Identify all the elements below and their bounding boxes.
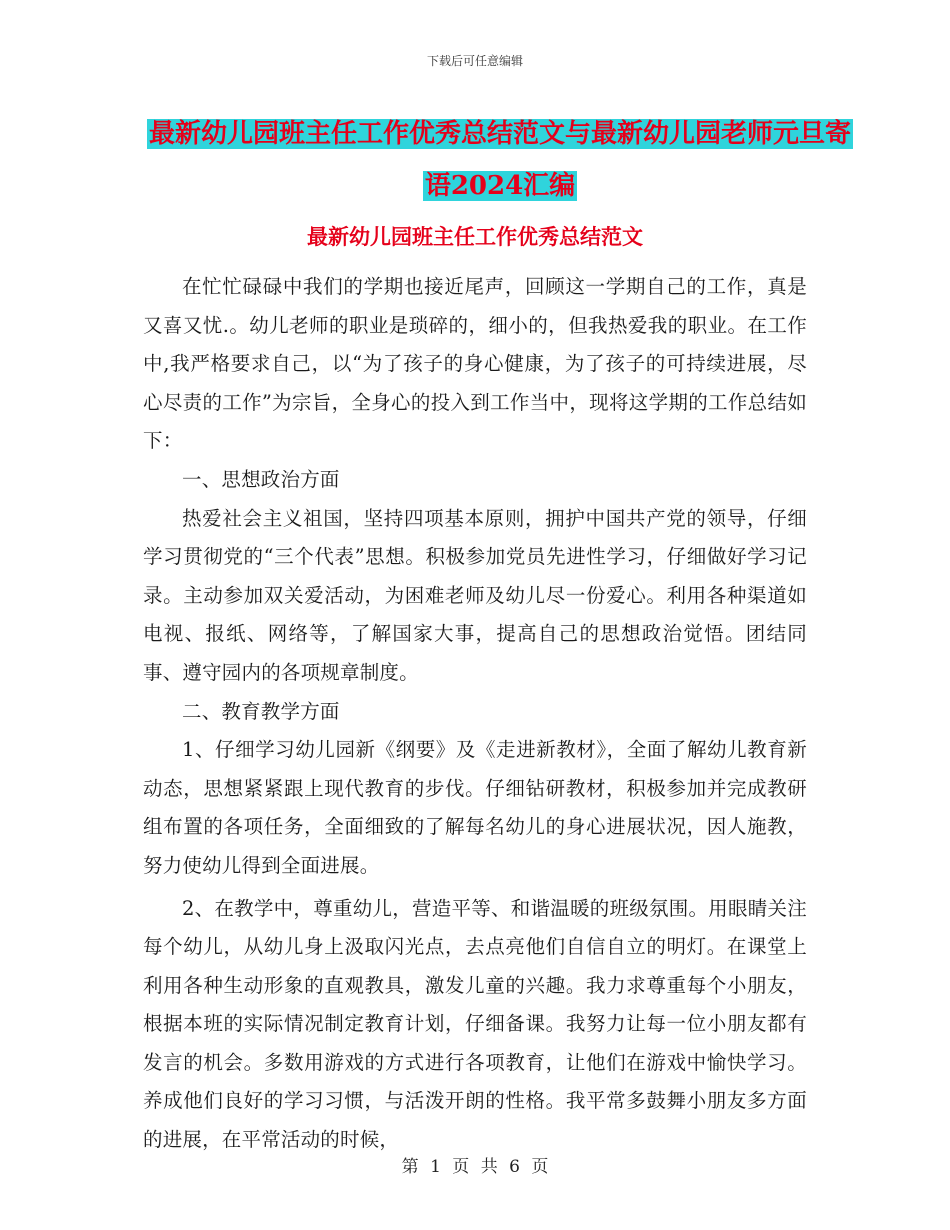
document-title (140, 108, 860, 212)
document-title-text: 最新幼儿园班主任工作优秀总结范文与最新幼儿园老师元旦寄语2024汇编 (148, 119, 851, 201)
paragraph-teaching-1: 1、仔细学习幼儿园新《纲要》及《走进新教材》，全面了解幼儿教育新动态，思想紧紧跟上现代教育的步伐。仔细钻研教材，积极参加并完成教研组布置的各项任务，全面细致的了解每名幼儿的身心进展状况，因人施教，努力使幼儿得到全面进展。 (143, 738, 807, 877)
paragraph-intro: 在忙忙碌碌中我们的学期也接近尾声，回顾这一学期自己的工作，真是又喜又忧.。幼儿老师的职业是琐碎的，细小的，但我热爱我的职业。在工作中,我严格要求自己，以“为了孩子的身心健康，为了孩子的可持续进展，尽心尽责的工作”为宗旨，全身心的投入到工作当中，现将这学期的工作总结如下： (143, 275, 807, 453)
heading-ideology: 一、思想政治方面 (182, 467, 340, 491)
page-number-footer: 第 1 页 共 6 页 (401, 1157, 549, 1177)
heading-teaching: 二、教育教学方面 (182, 699, 340, 723)
header-note: 下载后可任意编辑 (426, 54, 523, 68)
body-text (143, 268, 807, 1160)
paragraph-ideology: 热爱社会主义祖国，坚持四项基本原则，拥护中国共产党的领导，仔细学习贯彻党的“三个代表”思想。积极参加党员先进性学习，仔细做好学习记录。主动参加双关爱活动，为困难老师及幼儿尽一份爱心。利用各种渠道如电视、报纸、网络等，了解国家大事，提高自己的思想政治觉悟。团结同事、遵守园内的各项规章制度。 (143, 506, 807, 684)
section-title: 最新幼儿园班主任工作优秀总结范文 (307, 224, 643, 249)
paragraph-teaching-2: 2、在教学中，尊重幼儿，营造平等、和谐温暖的班级氛围。用眼睛关注每个幼儿，从幼儿身上汲取闪光点，去点亮他们自信自立的明灯。在课堂上利用各种生动形象的直观教具，激发儿童的兴趣。我力求尊重每个小朋友，根据本班的实际情况制定教育计划，仔细备课。我努力让每一位小朋友都有发言的机会。多数用游戏的方式进行各项教育，让他们在游戏中愉快学习。养成他们良好的学习习惯，与活泼开朗的性格。我平常多鼓舞小朋友多方面的进展，在平常活动的时候， (143, 896, 807, 1152)
